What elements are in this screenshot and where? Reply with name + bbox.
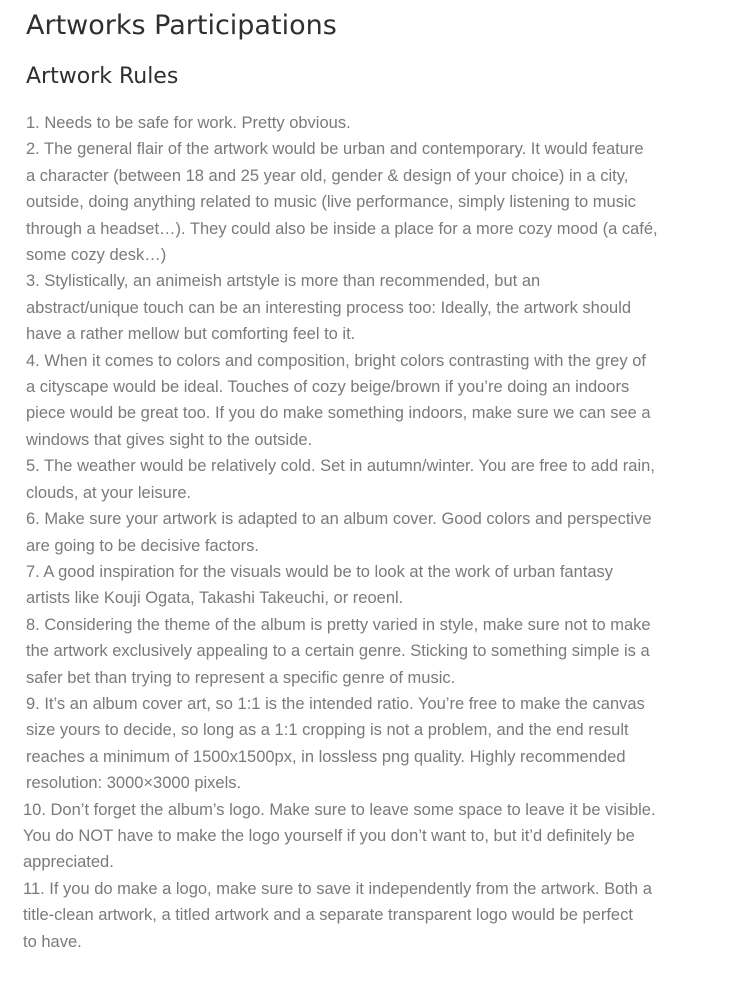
rule-line: a cityscape would be ideal. Touches of cozy beige/brown if you’re doing an indoors (26, 378, 630, 397)
rule-line: 4. When it comes to colors and composition, bright colors contrasting with the grey of (26, 351, 646, 370)
rule-line: are going to be decisive factors. (26, 536, 259, 555)
rule-item (26, 691, 698, 797)
rule-line: a character (between 18 and 25 year old, gender & design of your choice) in a city, (26, 166, 629, 185)
rule-item (26, 348, 698, 454)
rule-line: piece would be great too. If you do make something indoors, make sure we can see a (26, 404, 651, 423)
rule-line: artists like Kouji Ogata, Takashi Takeuchi, or reoenl. (26, 589, 404, 608)
rule-item (26, 453, 698, 506)
rule-line: to have. (23, 932, 82, 951)
rule-line: 7. A good inspiration for the visuals would be to look at the work of urban fantasy (26, 562, 614, 581)
rule-item (26, 506, 698, 559)
rule-line: clouds, at your leisure. (26, 483, 192, 502)
rule-line: 1. Needs to be safe for work. Pretty obvious. (26, 114, 351, 132)
rule-line: size yours to decide, so long as a 1:1 cropping is not a problem, and the end result (26, 721, 629, 740)
rule-line: 11. If you do make a logo, make sure to save it independently from the artwork. Both a (23, 879, 652, 898)
rule-line: 10. Don’t forget the album’s logo. Make sure to leave some space to leave it be visible. (23, 800, 656, 819)
rule-line: reaches a minimum of 1500x1500px, in lossless png quality. Highly recommended (26, 747, 626, 766)
rule-line: 6. Make sure your artwork is adapted to an album cover. Good colors and perspective (26, 510, 652, 529)
rule-item (26, 136, 698, 268)
rule-item (26, 110, 698, 136)
rule-line: appreciated. (23, 853, 114, 872)
rule-line: the artwork exclusively appealing to a certain genre. Sticking to something simple is a (26, 642, 650, 661)
rule-line: 3. Stylistically, an animeish artstyle is more than recommended, but an (26, 272, 541, 291)
rules-list (0, 110, 740, 955)
rule-line: 5. The weather would be relatively cold. Set in autumn/winter. You are free to add rain, (26, 457, 655, 476)
page-title: Artworks Participations (26, 10, 337, 41)
rule-line: resolution: 3000×3000 pixels. (26, 774, 242, 793)
rule-item (23, 876, 698, 955)
rule-line: 8. Considering the theme of the album is pretty varied in style, make sure not to make (26, 615, 651, 634)
rule-line: 2. The general flair of the artwork would be urban and contemporary. It would feature (26, 140, 644, 159)
rule-line: windows that gives sight to the outside. (26, 430, 313, 449)
rule-line: title-clean artwork, a titled artwork and a separate transparent logo would be perfect (23, 906, 633, 925)
rule-line: 9. It’s an album cover art, so 1:1 is the intended ratio. You’re free to make the canvas (26, 694, 645, 713)
rule-item (26, 612, 698, 691)
rule-line: abstract/unique touch can be an interesting process too: Ideally, the artwork should (26, 298, 632, 317)
rule-line: outside, doing anything related to music (live performance, simply listening to music (26, 193, 636, 212)
rule-line: safer bet than trying to represent a specific genre of music. (26, 668, 456, 687)
section-title: Artwork Rules (26, 64, 179, 89)
rule-item (26, 559, 698, 612)
rule-item (23, 797, 698, 876)
rule-line: some cozy desk…) (26, 246, 167, 265)
rule-line: through a headset…). They could also be inside a place for a more cozy mood (a café, (26, 219, 658, 238)
rule-line: You do NOT have to make the logo yourself if you don’t want to, but it’d definitely be (23, 826, 635, 845)
rule-item (26, 268, 698, 347)
rule-line: have a rather mellow but comforting feel to it. (26, 325, 356, 344)
